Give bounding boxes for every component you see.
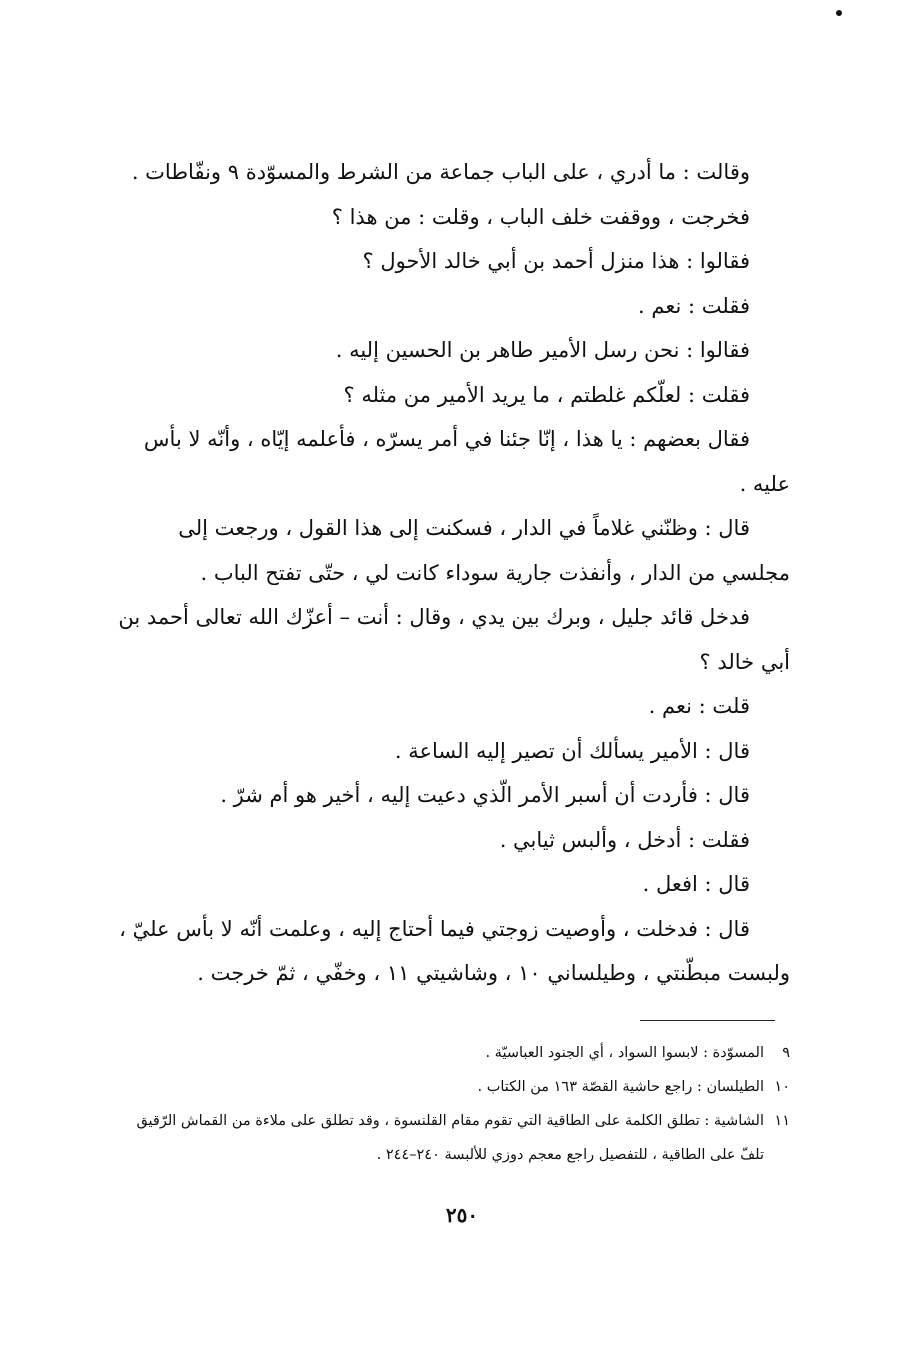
footnotes xyxy=(110,1036,790,1172)
footnote-continuation: تلفّ على الطاقية ، للتفصيل راجع معجم دوزي للألبسة ٢٤٠–٢٤٤ . xyxy=(376,1147,764,1163)
footnote-number: ١١ xyxy=(774,1113,790,1129)
paragraph: فخرجت ، ووقفت خلف الباب ، وقلت : من هذا ؟ xyxy=(331,204,750,229)
footnote-separator xyxy=(640,1020,775,1021)
footnote xyxy=(110,1036,790,1070)
paragraph: قال : وظنّني غلاماً في الدار ، فسكنت إلى هذا القول ، ورجعت إلى مجلسي من الدار ، وأنفذت جارية سوداء كانت لي ، حتّى تفتح الباب . xyxy=(178,516,790,585)
main-text xyxy=(110,150,790,996)
paragraph: فقالوا : نحن رسل الأمير طاهر بن الحسين إليه . xyxy=(335,338,750,362)
paragraph: فقلت : نعم . xyxy=(638,293,750,318)
paragraph: قلت : نعم . xyxy=(648,694,750,718)
footnote-text: المسوّدة : لابسوا السواد ، أي الجنود العباسيّة . xyxy=(485,1045,764,1061)
paragraph: فقلت : أدخل ، وألبس ثيابي . xyxy=(499,827,750,852)
footnote-number: ١٠ xyxy=(774,1079,790,1095)
paragraph: فقال بعضهم : يا هذا ، إنّا جئنا في أمر يسرّه ، فأعلمه إيّاه ، وأنّه لا بأس عليه . xyxy=(143,427,790,496)
paragraph: قال : فدخلت ، وأوصيت زوجتي فيما أحتاج إليه ، وعلمت أنّه لا بأس عليّ ، ولبست مبطّنتي ، وطيلساني ١٠ ، وشاشيتي ١١ ، وخفّي ، ثمّ خرجت . xyxy=(119,916,790,985)
footnote-text: الطيلسان : راجع حاشية القصّة ١٦٣ من الكتاب . xyxy=(477,1079,764,1095)
paragraph: وقالت : ما أدري ، على الباب جماعة من الشرط والمسوّدة ٩ ونفّاطات . xyxy=(131,160,750,184)
page-number: ٢٥٠ xyxy=(445,1203,479,1227)
paragraph: قال : فأردت أن أسبر الأمر الّذي دعيت إليه ، أخير هو أم شرّ . xyxy=(220,783,750,807)
footnote-text: الشاشية : تطلق الكلمة على الطاقية التي تقوم مقام القلنسوة ، وقد تطلق على ملاءة من القماش الرّقيق xyxy=(136,1113,764,1129)
paragraph: فقالوا : هذا منزل أحمد بن أبي خالد الأحول ؟ xyxy=(362,249,750,273)
paragraph: قال : افعل . xyxy=(642,872,750,896)
footnote-number: ٩ xyxy=(782,1045,790,1061)
paragraph: فدخل قائد جليل ، وبرك بين يدي ، وقال : أنت – أعزّك الله تعالى أحمد بن أبي خالد ؟ xyxy=(118,605,790,674)
footnote xyxy=(110,1070,790,1104)
paragraph: فقلت : لعلّكم غلطتم ، ما يريد الأمير من مثله ؟ xyxy=(343,382,750,407)
print-speck xyxy=(836,10,842,16)
paragraph: قال : الأمير يسألك أن تصير إليه الساعة . xyxy=(394,738,750,763)
footnote xyxy=(110,1104,790,1138)
